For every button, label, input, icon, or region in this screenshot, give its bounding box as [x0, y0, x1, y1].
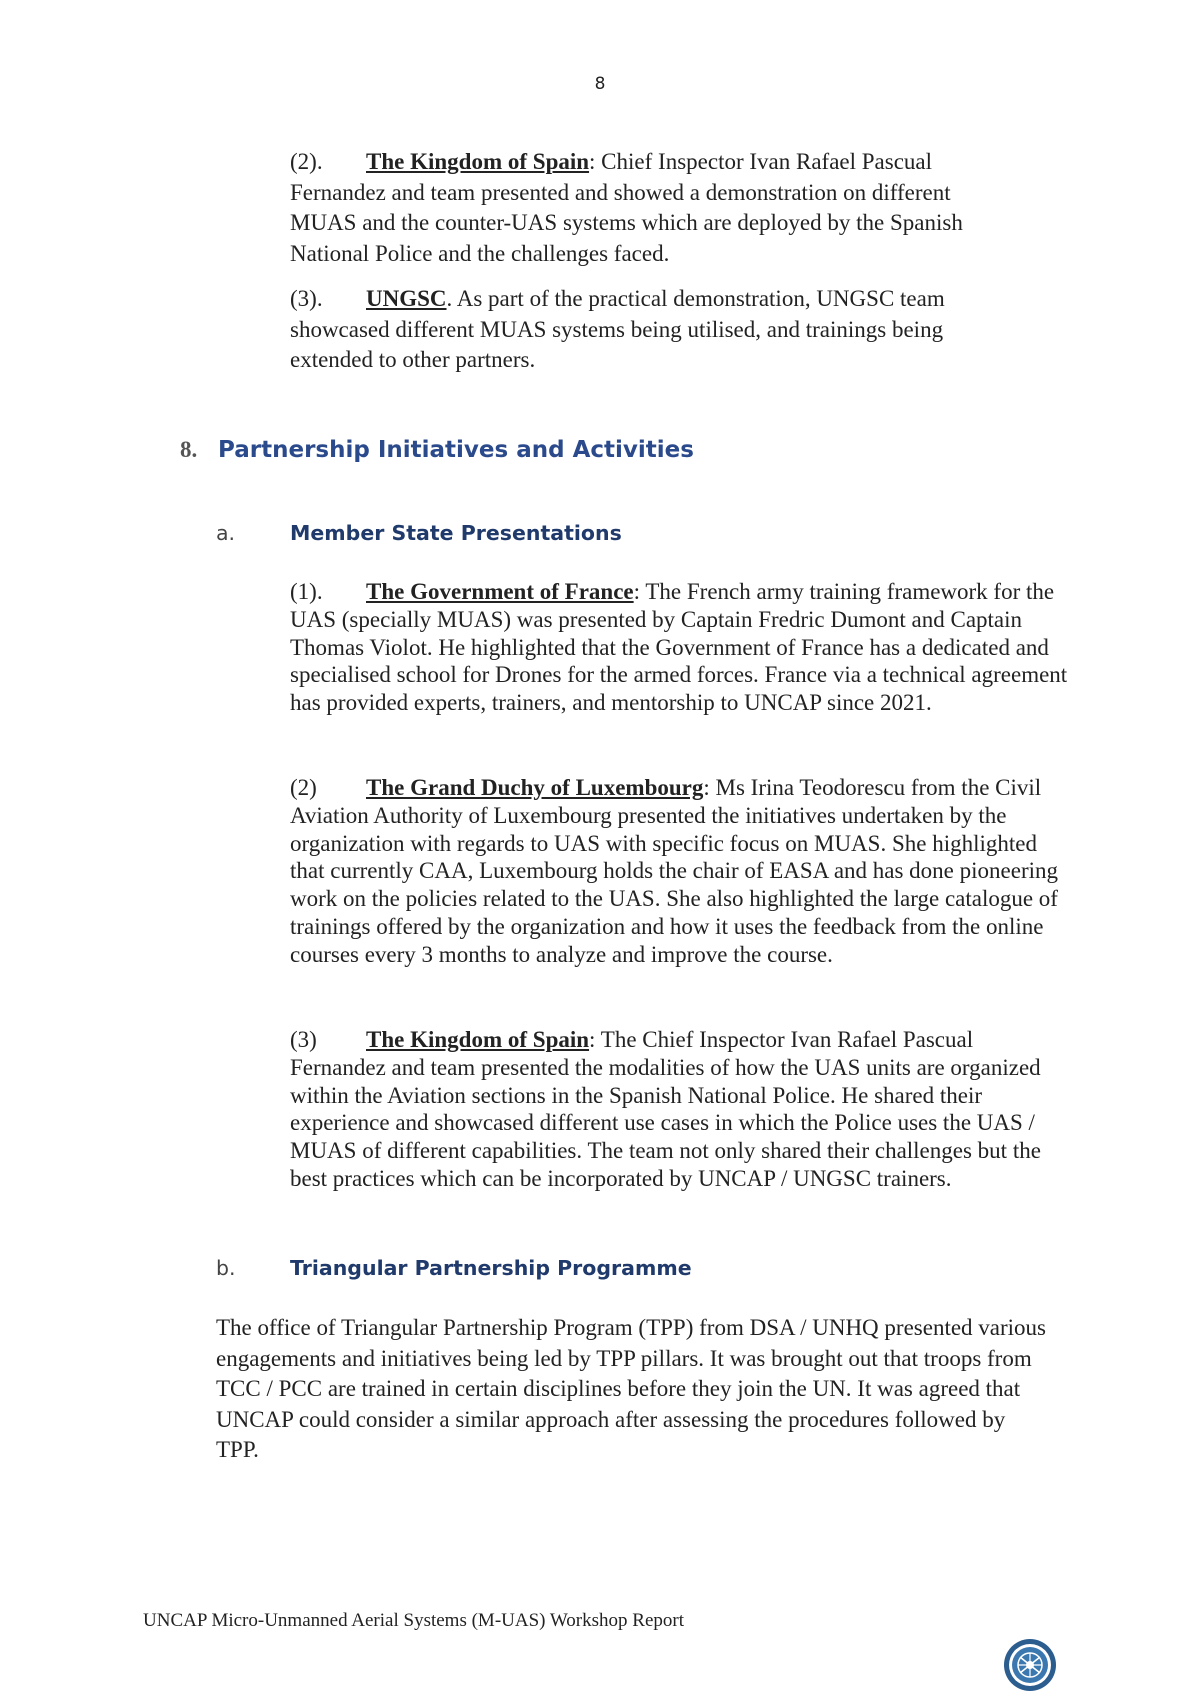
spain-demo-item: [290, 147, 1010, 269]
un-emblem-icon: [1003, 1638, 1057, 1692]
section-heading: [180, 437, 694, 463]
subsection-a-heading: [216, 521, 622, 545]
luxembourg-presentation-item: [290, 774, 1072, 969]
item-lead: UNGSC: [366, 286, 447, 311]
item-text: . As part of the practical demonstration, UNGSC team showcased different MUAS systems being utilised, and trainings being extended to other partners.: [290, 286, 945, 372]
section-number: 8.: [180, 437, 198, 462]
item-lead: The Kingdom of Spain: [366, 149, 590, 174]
ungsc-demo-item: [290, 284, 1010, 376]
subsection-letter: a.: [216, 521, 236, 545]
tpp-paragraph: The office of Triangular Partnership Program (TPP) from DSA / UNHQ presented various engagements and initiatives being led by TPP pillars. It was brought out that troops from TCC / PCC are trained in certain disciplines before they join the UN. It was agreed that UNCAP could consider a similar approach after assessing the procedures followed by TPP.: [216, 1315, 1046, 1462]
item-number: (2).: [290, 149, 323, 174]
subsection-letter: b.: [216, 1256, 236, 1280]
item-number: (2): [290, 775, 317, 800]
subsection-title: Member State Presentations: [290, 521, 622, 545]
item-text: : Chief Inspector Ivan Rafael Pascual Fernandez and team presented and showed a demonstration on different MUAS and the counter-UAS systems which are deployed by the Spanish National Police and the challenges faced.: [290, 149, 963, 266]
subsection-title: Triangular Partnership Programme: [290, 1256, 692, 1280]
item-text: : The French army training framework for the UAS (specially MUAS) was presented by Captain Fredric Dumont and Captain Thomas Violot. He highlighted that the Government of France has a dedicated and specialised school for Drones for the armed forces. France via a technical agreement has provided experts, trainers, and mentorship to UNCAP since 2021.: [290, 579, 1068, 716]
page-number: 8: [594, 74, 606, 94]
subsection-b-heading: [216, 1256, 692, 1280]
item-text: : The Chief Inspector Ivan Rafael Pascual Fernandez and team presented the modalities of how the UAS units are organized within the Aviation sections in the Spanish National Police. He shared their experience and showcased different use cases in which the Police uses the UAS / MUAS of different capabilities. The team not only shared their challenges but the best practices which can be incorporated by UNCAP / UNGSC trainers.: [290, 1027, 1041, 1191]
item-lead: The Grand Duchy of Luxembourg: [366, 775, 704, 800]
item-number: (3): [290, 1027, 317, 1052]
section-title: Partnership Initiatives and Activities: [218, 437, 694, 463]
spain-presentation-item: [290, 1026, 1072, 1193]
france-presentation-item: [290, 578, 1072, 717]
item-number: (1).: [290, 579, 323, 604]
item-number: (3).: [290, 286, 323, 311]
item-lead: The Kingdom of Spain: [366, 1027, 590, 1052]
footer-report-title: UNCAP Micro-Unmanned Aerial Systems (M-UAS) Workshop Report: [143, 1610, 684, 1631]
item-lead: The Government of France: [366, 579, 634, 604]
item-text: : Ms Irina Teodorescu from the Civil Aviation Authority of Luxembourg presented the initiatives undertaken by the organization with regards to UAS with specific focus on MUAS. She highlighted that currently CAA, Luxembourg holds the chair of EASA and has done pioneering work on the policies related to the UAS. She also highlighted the large catalogue of trainings offered by the organization and how it uses the feedback from the online courses every 3 months to analyze and improve the course.: [290, 775, 1058, 967]
